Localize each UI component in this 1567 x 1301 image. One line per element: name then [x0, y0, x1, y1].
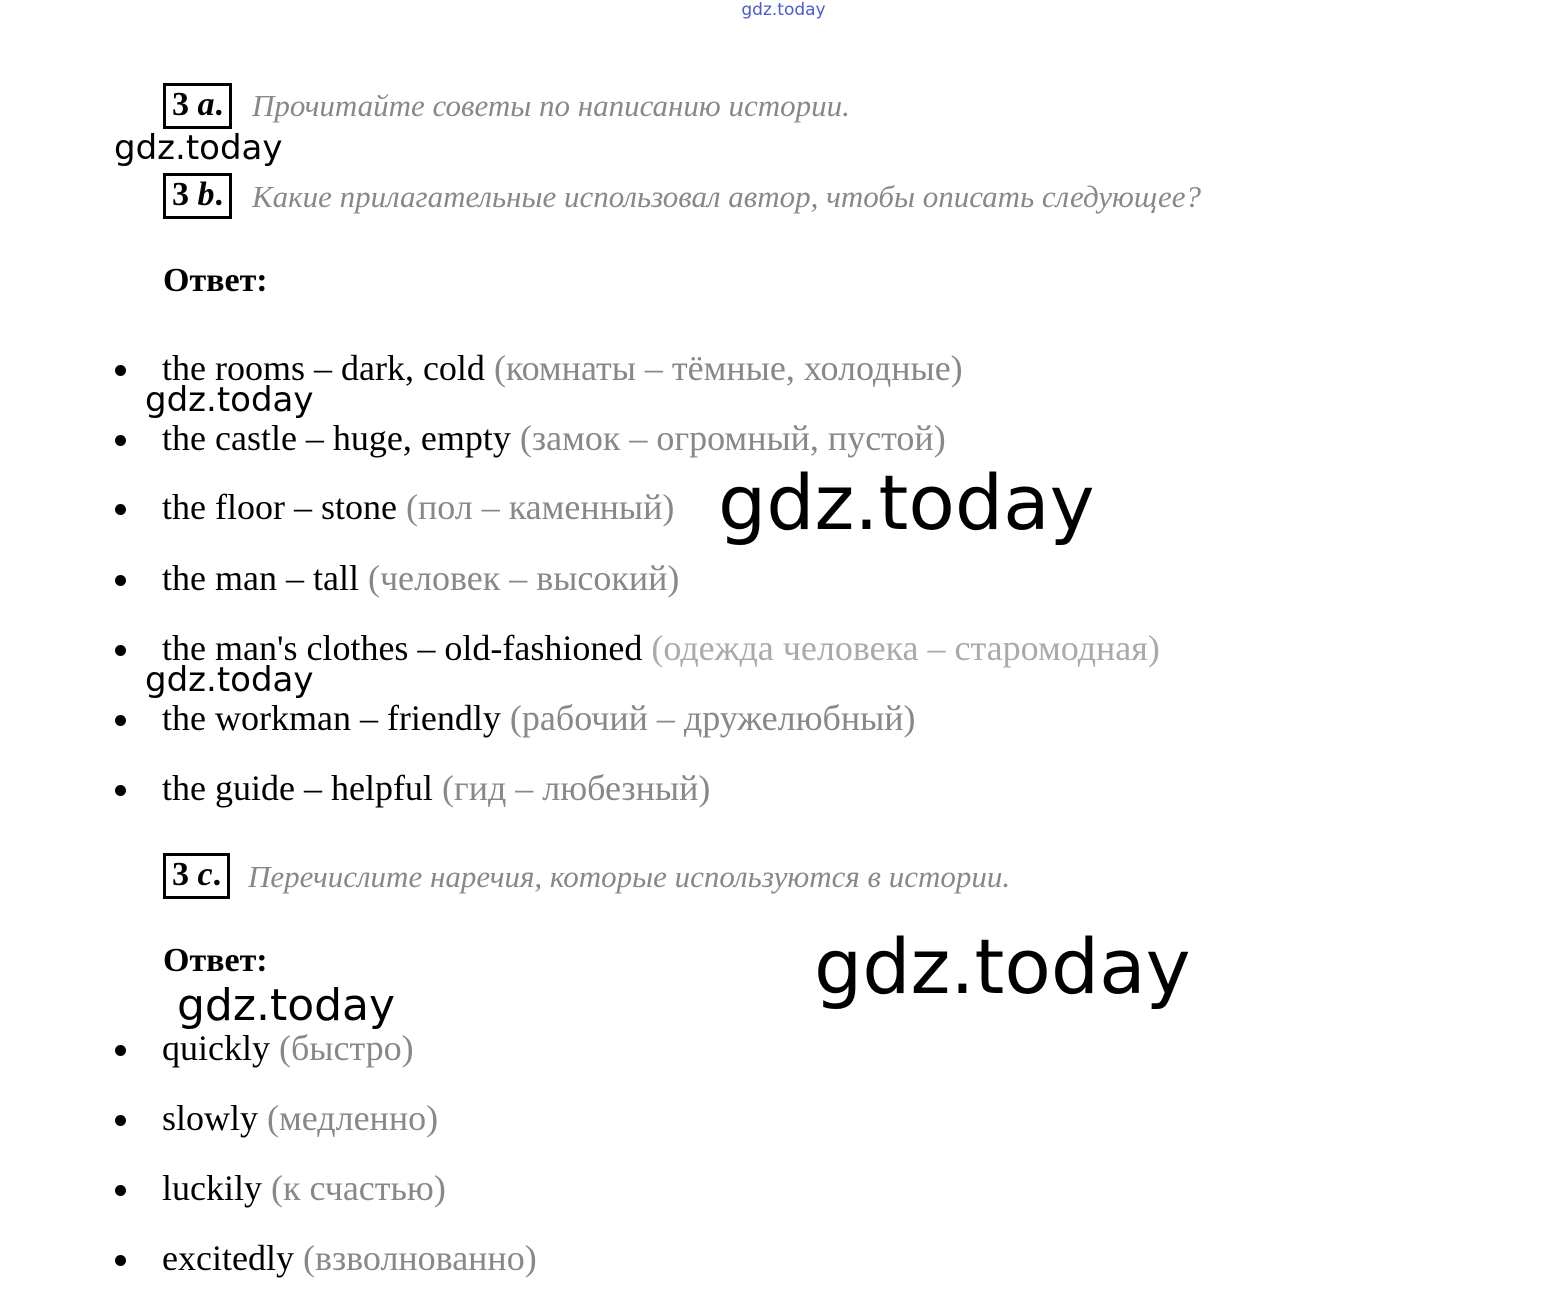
exercise-3a-instruction: Прочитайте советы по написанию истории. — [252, 88, 850, 123]
watermark: gdz.today — [145, 660, 314, 700]
list-item: the guide – helpful (гид – любезный) — [162, 768, 711, 808]
exercise-3c-answer-label: Ответ: — [163, 942, 268, 979]
list-item: the floor – stone (пол – каменный) — [162, 487, 675, 527]
list-bullet — [115, 715, 126, 726]
list-item: the rooms – dark, cold (комнаты – тёмные, холодные) — [162, 348, 963, 388]
list-item: the man – tall (человек – высокий) — [162, 558, 680, 598]
exercise-3c-label: 3 c. — [163, 853, 230, 899]
list-bullet — [115, 1185, 126, 1196]
list-bullet — [115, 435, 126, 446]
exercise-3c-instruction: Перечислите наречия, которые используются в истории. — [248, 859, 1011, 894]
list-item: the castle – huge, empty (замок – огромный, пустой) — [162, 418, 946, 458]
list-item: the workman – friendly (рабочий – дружелюбный) — [162, 698, 916, 738]
list-bullet — [115, 575, 126, 586]
watermark: gdz.today — [177, 980, 396, 1031]
watermark: gdz.today — [114, 128, 283, 168]
list-bullet — [115, 365, 126, 376]
list-bullet — [115, 1045, 126, 1056]
exercise-3b-label: 3 b. — [163, 173, 232, 219]
list-bullet — [115, 1255, 126, 1266]
exercise-3b-answer-label: Ответ: — [163, 262, 268, 299]
list-bullet — [115, 1115, 126, 1126]
list-bullet — [115, 645, 126, 656]
watermark: gdz.today — [814, 922, 1191, 1011]
list-item: the man's clothes – old-fashioned (одежда человека – старомодная) — [162, 628, 1160, 668]
list-bullet — [115, 504, 126, 515]
list-bullet — [115, 785, 126, 796]
list-item: excitedly (взволнованно) — [162, 1238, 537, 1278]
watermark: gdz.today — [145, 380, 314, 420]
list-item: luckily (к счастью) — [162, 1168, 446, 1208]
exercise-3a-label: 3 a. — [163, 83, 232, 129]
header-watermark: gdz.today — [741, 0, 826, 20]
exercise-3b-instruction: Какие прилагательные использовал автор, чтобы описать следующее? — [252, 179, 1202, 214]
list-item: slowly (медленно) — [162, 1098, 439, 1138]
watermark: gdz.today — [718, 458, 1095, 547]
list-item: quickly (быстро) — [162, 1028, 414, 1068]
